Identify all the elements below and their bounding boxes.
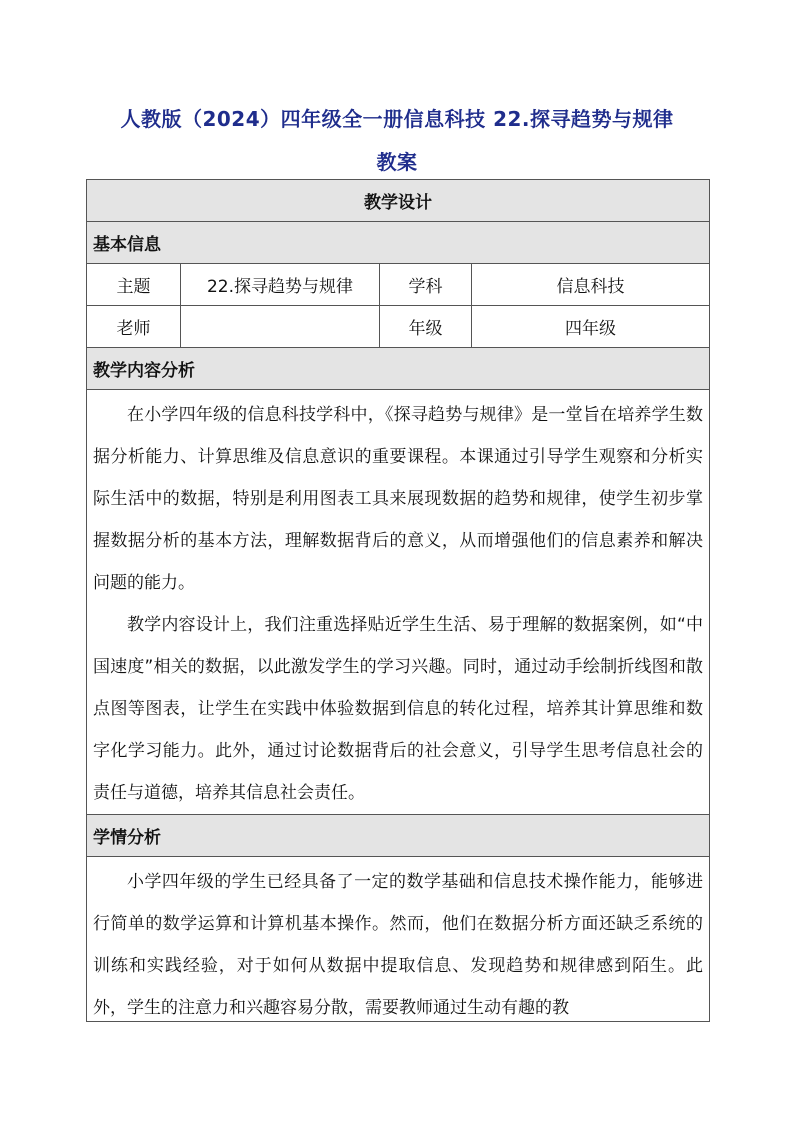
content-analysis-paragraph: 教学内容设计上，我们注重选择贴近学生生活、易于理解的数据案例，如“中国速度”相关的数据，以此激发学生的学习兴趣。同时，通过动手绘制折线图和散点图等图表，让学生在实践中体验数据到信息的转化过程，培养其计算思维和数字化学习能力。此外，通过讨论数据背后的社会意义，引导学生思考信息社会的责任与道德，培养其信息社会责任。 — [93, 615, 703, 803]
lesson-plan-table — [86, 179, 710, 1022]
learner-analysis-paragraph: 小学四年级的学生已经具备了一定的数学基础和信息技术操作能力，能够进行简单的数学运算和计算机基本操作。然而，他们在数据分析方面还缺乏系统的训练和实践经验，对于如何从数据中提取信息、发现趋势和规律感到陌生。此外，学生的注意力和兴趣容易分散，需要教师通过生动有趣的教 — [93, 872, 703, 1018]
document-title: 人教版（2024）四年级全一册信息科技 22.探寻趋势与规律 — [120, 107, 674, 131]
table-header: 教学设计 — [87, 180, 710, 222]
section-content-analysis: 教学内容分析 — [87, 348, 710, 390]
content-analysis-paragraph: 在小学四年级的信息科技学科中，《探寻趋势与规律》是一堂旨在培养学生数据分析能力、计算思维及信息意识的重要课程。本课通过引导学生观察和分析实际生活中的数据，特别是利用图表工具来展现数据的趋势和规律，使学生初步掌握数据分析的基本方法，理解数据背后的意义，从而增强他们的信息素养和解决问题的能力。 — [93, 405, 703, 593]
subject-value: 信息科技 — [472, 264, 710, 306]
content-analysis-body — [87, 390, 710, 815]
topic-value: 22.探寻趋势与规律 — [181, 264, 380, 306]
learner-analysis-body — [87, 857, 710, 1022]
section-learner-analysis: 学情分析 — [87, 815, 710, 857]
grade-value: 四年级 — [472, 306, 710, 348]
subject-label: 学科 — [380, 264, 472, 306]
teacher-label: 老师 — [87, 306, 181, 348]
document-subtitle: 教案 — [376, 150, 418, 174]
section-basic-info: 基本信息 — [87, 222, 710, 264]
teacher-value — [181, 306, 380, 348]
topic-label: 主题 — [87, 264, 181, 306]
grade-label: 年级 — [380, 306, 472, 348]
